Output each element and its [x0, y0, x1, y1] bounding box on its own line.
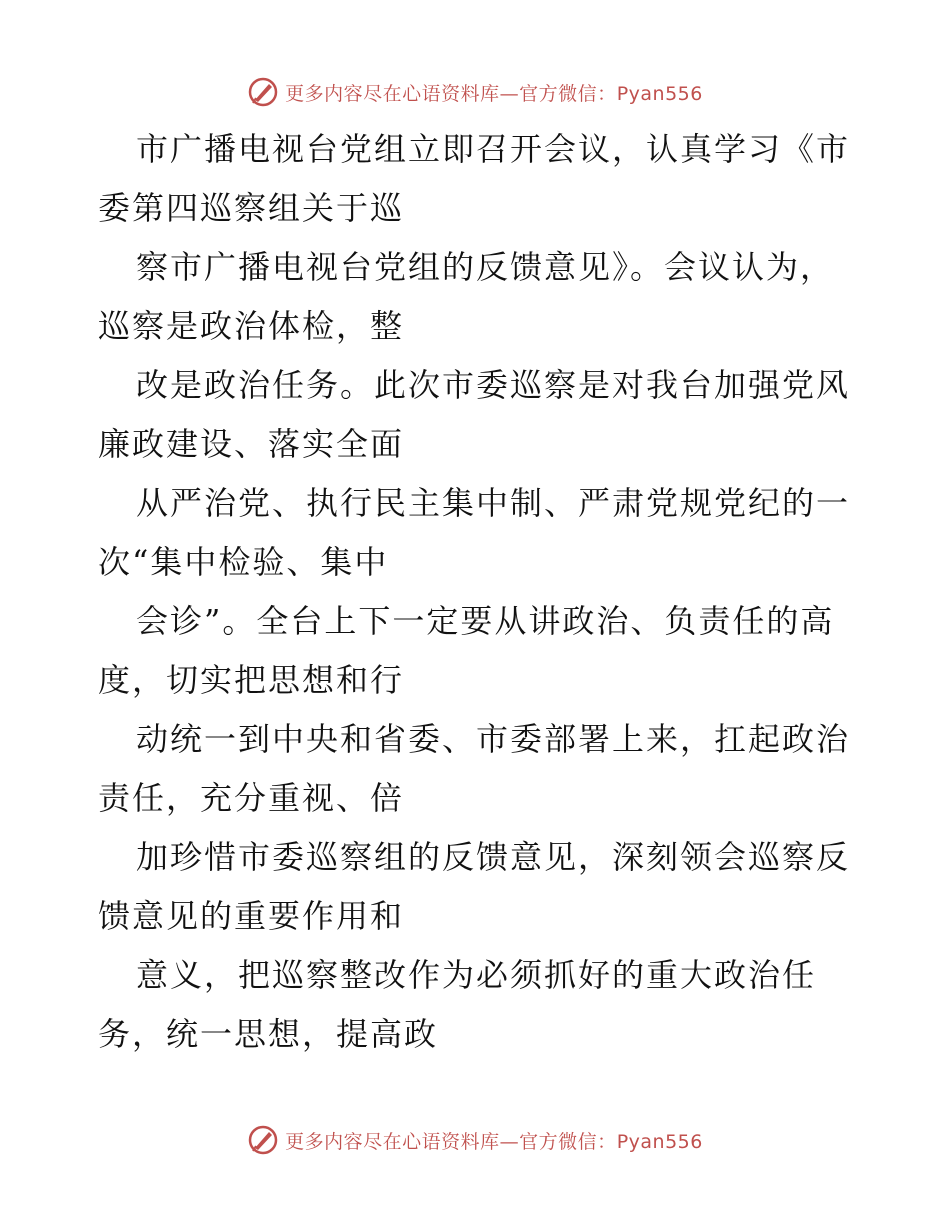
header-watermark [0, 72, 950, 112]
text-line [98, 533, 858, 592]
document-body [98, 120, 858, 1064]
text-line [98, 474, 858, 533]
line-text: 巡察是政治体检，整 [98, 307, 405, 345]
text-line [98, 238, 858, 297]
text-line [98, 179, 858, 238]
watermark-brand: 更多内容尽在心语资料库 [285, 82, 500, 105]
line-text: 次“集中检验、集中 [98, 543, 389, 581]
watermark-wechat-id: Pyan556 [616, 1130, 703, 1153]
line-text: 责任，充分重视、倍 [98, 779, 405, 817]
text-line [98, 415, 858, 474]
text-line [98, 297, 858, 356]
text-line [98, 710, 858, 769]
line-text: 加珍惜市委巡察组的反馈意见，深刻领会巡察反 [136, 838, 851, 876]
text-line [98, 120, 858, 179]
watermark-wechat-label: 官方微信： [519, 82, 617, 105]
text-line [98, 1005, 858, 1064]
line-text: 动统一到中央和省委、市委部署上来，扛起政治 [136, 720, 851, 758]
line-text: 务，统一思想，提高政 [98, 1015, 439, 1053]
watermark-separator: — [499, 1130, 520, 1153]
line-text: 市广播电视台党组立即召开会议，认真学习《市 [136, 130, 851, 168]
line-text: 度，切实把思想和行 [98, 661, 405, 699]
text-line [98, 769, 858, 828]
line-text: 委第四巡察组关于巡 [98, 189, 405, 227]
quill-pen-logo-icon [247, 76, 279, 108]
watermark-wechat-id: Pyan556 [616, 82, 703, 105]
quill-pen-logo-icon [247, 1124, 279, 1156]
footer-watermark [0, 1120, 950, 1160]
watermark-text [285, 79, 703, 106]
watermark-text [285, 1127, 703, 1154]
line-text: 意义，把巡察整改作为必须抓好的重大政治任 [136, 956, 817, 994]
line-text: 廉政建设、落实全面 [98, 425, 405, 463]
line-text: 从严治党、执行民主集中制、严肃党规党纪的一 [136, 484, 851, 522]
watermark-separator: — [499, 82, 520, 105]
watermark-wechat-label: 官方微信： [519, 1130, 617, 1153]
line-text: 察市广播电视台党组的反馈意见》。会议认为， [136, 248, 835, 286]
line-text: 会诊”。全台上下一定要从讲政治、负责任的高 [136, 602, 835, 640]
text-line [98, 356, 858, 415]
text-line [98, 651, 858, 710]
watermark-brand: 更多内容尽在心语资料库 [285, 1130, 500, 1153]
text-line [98, 946, 858, 1005]
text-line [98, 828, 858, 887]
text-line [98, 592, 858, 651]
text-line [98, 887, 858, 946]
line-text: 改是政治任务。此次市委巡察是对我台加强党风 [136, 366, 851, 404]
line-text: 馈意见的重要作用和 [98, 897, 405, 935]
